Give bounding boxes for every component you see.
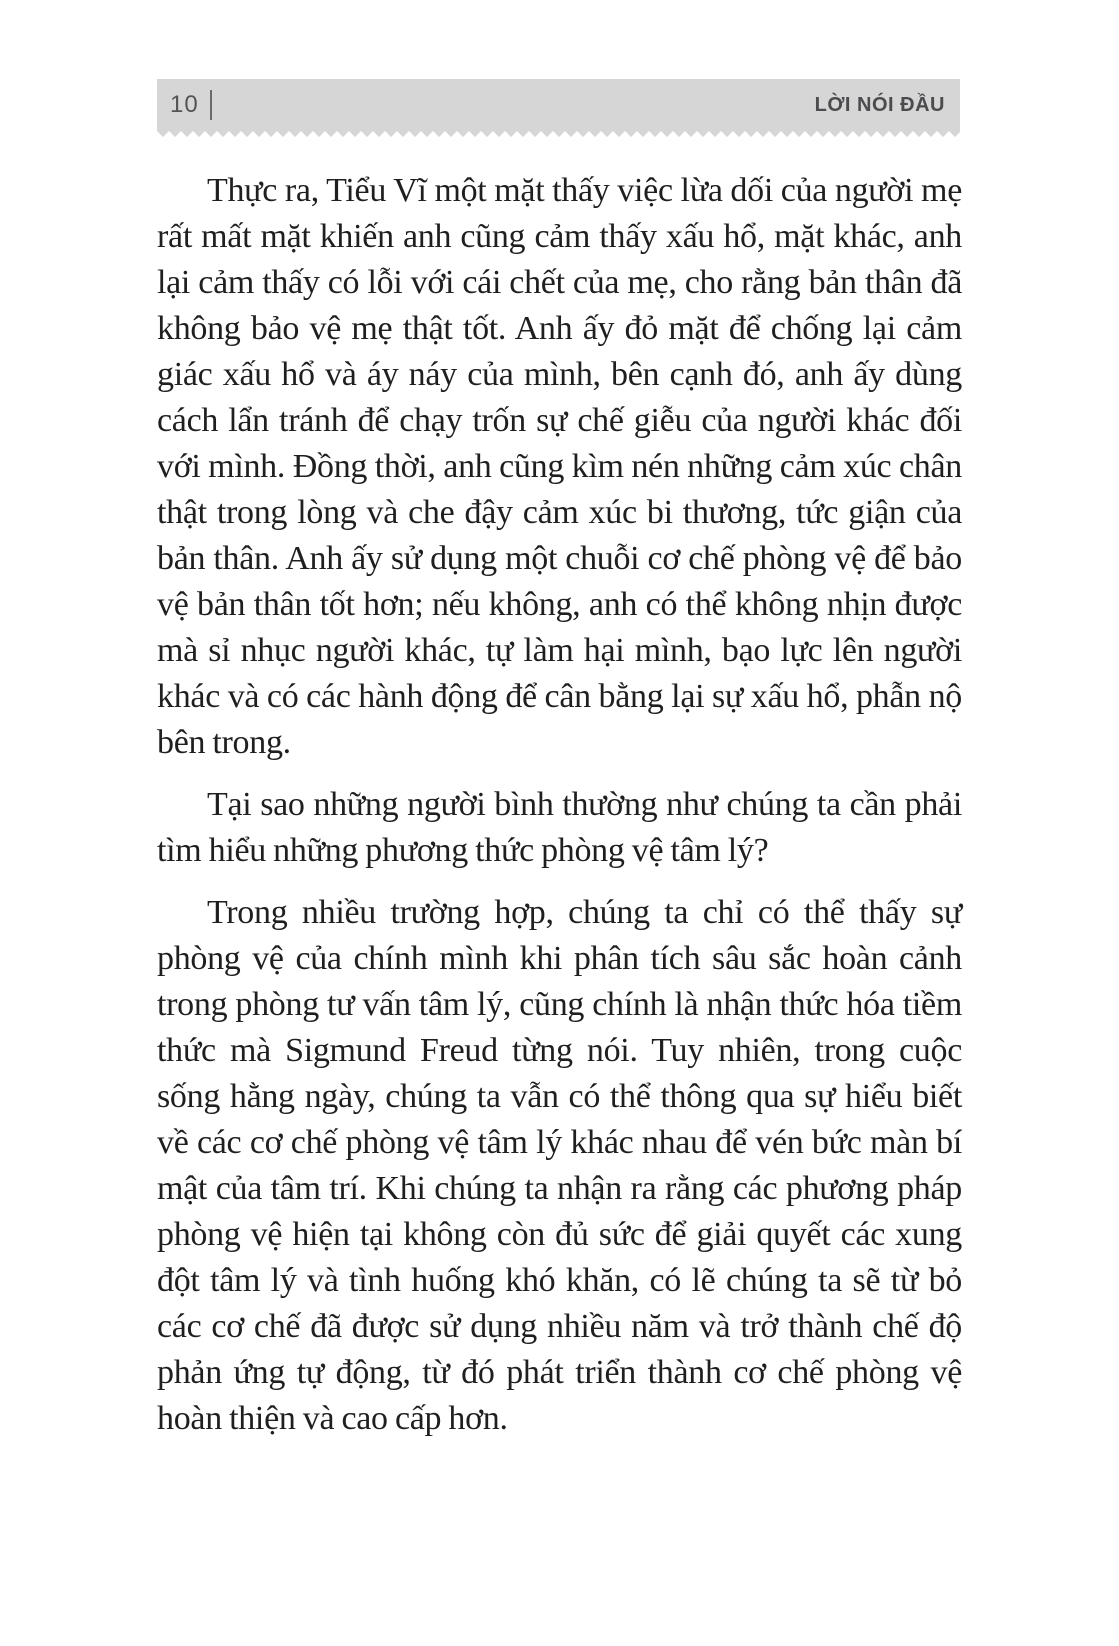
running-header-band [157, 79, 960, 131]
body-paragraph-2: Tại sao những người bình thường như chúng ta cần phải tìm hiểu những phương thức phòng vệ tâm lý? [157, 786, 962, 869]
page-number-divider [210, 90, 212, 120]
body-paragraph-3: Trong nhiều trường hợp, chúng ta chỉ có thể thấy sự phòng vệ của chính mình khi phân tích sâu sắc hoàn cảnh trong phòng tư vấn tâm lý, cũng chính là nhận thức hóa tiềm thức mà Sigmund Freud từng nói. Tuy nhiên, trong cuộc sống hằng ngày, chúng ta vẫn có thể thông qua sự hiểu biết về các cơ chế phòng vệ tâm lý khác nhau để vén bức màn bí mật của tâm trí. Khi chúng ta nhận ra rằng các phương pháp phòng vệ hiện tại không còn đủ sức để giải quyết các xung đột tâm lý và tình huống khó khăn, có lẽ chúng ta sẽ từ bỏ các cơ chế đã được sử dụng nhiều năm và trở thành chế độ phản ứng tự động, từ đó phát triển thành cơ chế phòng vệ hoàn thiện và cao cấp hơn. [157, 894, 962, 1437]
page-number: 10 [170, 91, 199, 118]
page-body [157, 168, 962, 1442]
page-number-group [170, 90, 212, 120]
section-title: LỜI NÓI ĐẦU [814, 93, 945, 116]
perforated-edge [157, 131, 960, 137]
body-paragraph-1: Thực ra, Tiểu Vĩ một mặt thấy việc lừa dối của người mẹ rất mất mặt khiến anh cũng cảm thấy xấu hổ, mặt khác, anh lại cảm thấy có lỗi với cái chết của mẹ, cho rằng bản thân đã không bảo vệ mẹ thật tốt. Anh ấy đỏ mặt để chống lại cảm giác xấu hổ và áy náy của mình, bên cạnh đó, anh ấy dùng cách lẩn tránh để chạy trốn sự chế giễu của người khác đối với mình. Đồng thời, anh cũng kìm nén những cảm xúc chân thật trong lòng và che đậy cảm xúc bi thương, tức giận của bản thân. Anh ấy sử dụng một chuỗi cơ chế phòng vệ để bảo vệ bản thân tốt hơn; nếu không, anh có thể không nhịn được mà sỉ nhục người khác, tự làm hại mình, bạo lực lên người khác và có các hành động để cân bằng lại sự xấu hổ, phẫn nộ bên trong. [157, 172, 962, 761]
